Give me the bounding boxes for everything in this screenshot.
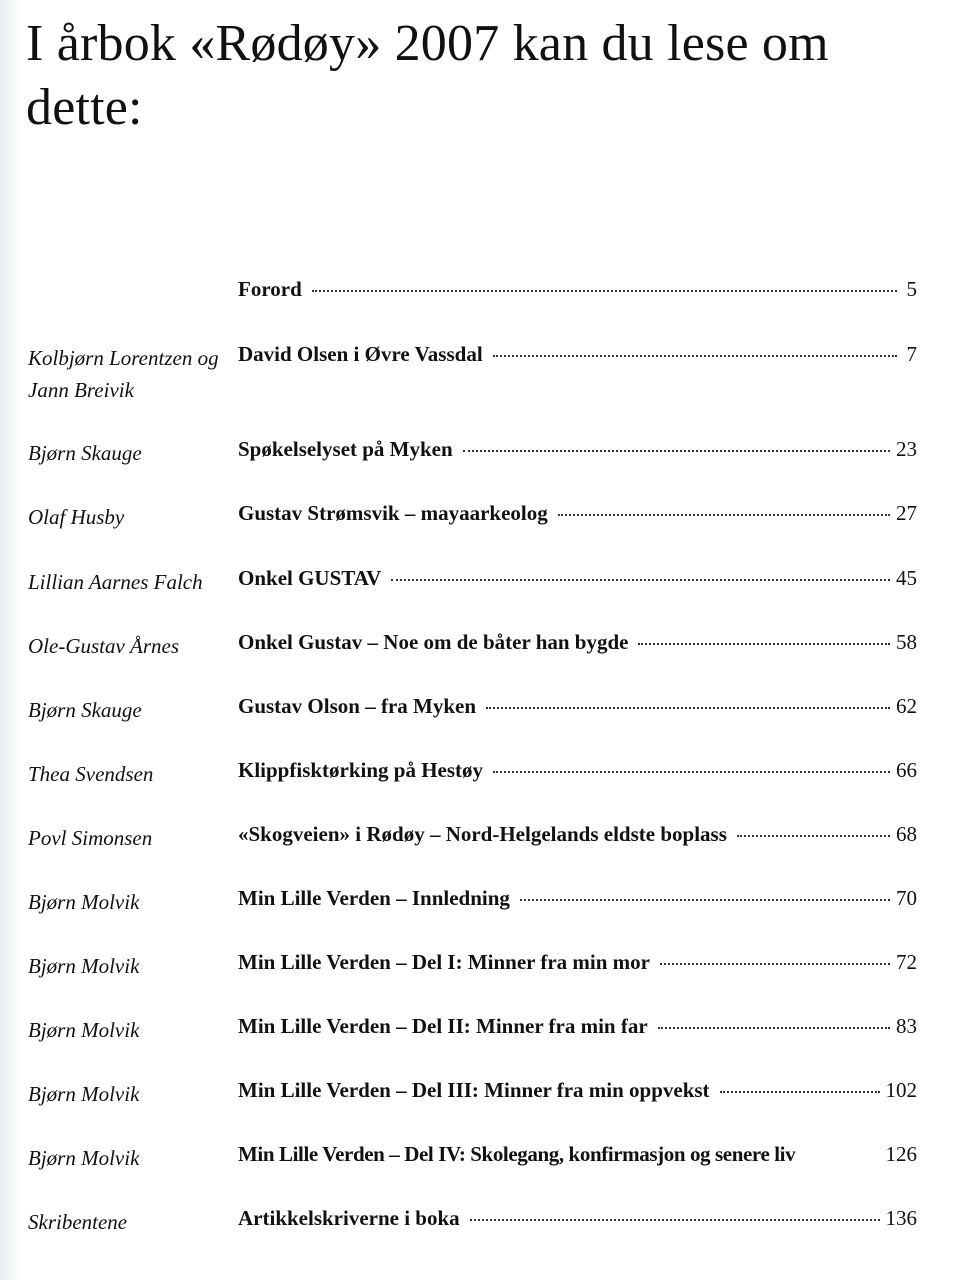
dot-leader	[558, 514, 890, 516]
toc-entry	[238, 497, 917, 529]
toc-page-number: 27	[896, 501, 917, 525]
toc-author: Bjørn Molvik	[28, 954, 140, 978]
dot-leader	[493, 771, 890, 773]
dot-leader	[470, 1219, 880, 1221]
toc-entry-title: Min Lille Verden – Del IV: Skolegang, konfirmasjon og senere liv	[238, 1142, 796, 1166]
toc-page-number: 23	[896, 437, 917, 461]
toc-entry	[238, 690, 917, 722]
toc-entry-title: Klippfisktørking på Hestøy	[238, 758, 484, 782]
toc-author: Lillian Aarnes Falch	[28, 570, 203, 594]
toc-entry	[238, 433, 917, 465]
toc-author: Bjørn Molvik	[28, 1018, 140, 1042]
toc-page-number: 58	[896, 630, 917, 654]
toc-entry	[238, 818, 917, 850]
toc-author: Bjørn Molvik	[28, 1146, 140, 1170]
toc-entry-title: Gustav Strømsvik – mayaarkeolog	[238, 501, 548, 525]
toc-author: Thea Svendsen	[28, 762, 154, 786]
dot-leader	[312, 290, 897, 292]
toc-page-number: 70	[896, 886, 917, 910]
toc-author: Kolbjørn Lorentzen og Jann Breivik	[28, 346, 219, 402]
toc-entry	[238, 1202, 917, 1234]
toc-author: Bjørn Skauge	[28, 698, 142, 722]
toc-entry-title: Onkel Gustav – Noe om de båter han bygde	[238, 630, 629, 654]
toc-page-number: 83	[896, 1014, 917, 1038]
toc-entry	[238, 882, 917, 914]
dot-leader	[799, 1155, 881, 1157]
toc-entry	[238, 946, 917, 978]
toc-entry	[238, 273, 917, 305]
toc-author: Povl Simonsen	[28, 826, 153, 850]
toc-page-number: 45	[896, 566, 917, 590]
toc-entry	[238, 562, 917, 594]
toc-author: Bjørn Molvik	[28, 890, 140, 914]
toc-page-number: 62	[896, 694, 917, 718]
dot-leader	[737, 835, 890, 837]
toc-page-number: 136	[885, 1206, 917, 1230]
toc-entry	[238, 1138, 917, 1170]
toc-entry-title: Spøkelselyset på Myken	[238, 437, 453, 461]
toc-page-number: 66	[896, 758, 917, 782]
toc-page-number: 72	[896, 950, 917, 974]
toc-entry	[238, 1010, 917, 1042]
dot-leader	[463, 450, 890, 452]
toc-entry-title: Min Lille Verden – Innledning	[238, 886, 510, 910]
toc-page-number: 5	[906, 277, 917, 301]
toc-page-number: 7	[906, 342, 917, 366]
dot-leader	[391, 579, 890, 581]
toc-entry	[238, 754, 917, 786]
toc-author: Ole-Gustav Årnes	[28, 634, 180, 658]
dot-leader	[493, 355, 897, 357]
toc-entry	[238, 338, 917, 370]
toc-entry-title: Min Lille Verden – Del I: Minner fra min mor	[238, 950, 650, 974]
toc-author: Skribentene	[28, 1210, 128, 1234]
dot-leader	[638, 643, 890, 645]
toc-page-number: 68	[896, 822, 917, 846]
dot-leader	[720, 1091, 880, 1093]
dot-leader	[486, 707, 890, 709]
toc-entry-title: Min Lille Verden – Del II: Minner fra min far	[238, 1014, 648, 1038]
toc-page-number: 126	[885, 1142, 917, 1166]
dot-leader	[658, 1027, 890, 1029]
toc-entry-title: Artikkelskriverne i boka	[238, 1206, 460, 1230]
toc-entry-title: «Skogveien» i Rødøy – Nord-Helgelands eldste boplass	[238, 822, 727, 846]
toc-entry-title: David Olsen i Øvre Vassdal	[238, 342, 483, 366]
toc-author: Bjørn Skauge	[28, 441, 142, 465]
toc-page-number: 102	[885, 1078, 917, 1102]
toc-entry	[238, 1074, 917, 1106]
page-title: I årbok «Rødøy» 2007 kan du lese om dette:	[26, 15, 829, 136]
dot-leader	[660, 963, 890, 965]
toc-entry-title: Min Lille Verden – Del III: Minner fra min oppvekst	[238, 1078, 710, 1102]
toc-entry-title: Gustav Olson – fra Myken	[238, 694, 477, 718]
toc-entry-title: Forord	[238, 277, 302, 301]
toc-entry-title: Onkel GUSTAV	[238, 566, 382, 590]
dot-leader	[520, 899, 890, 901]
toc-entry	[238, 626, 917, 658]
toc-author: Olaf Husby	[28, 505, 125, 529]
toc-author: Bjørn Molvik	[28, 1082, 140, 1106]
